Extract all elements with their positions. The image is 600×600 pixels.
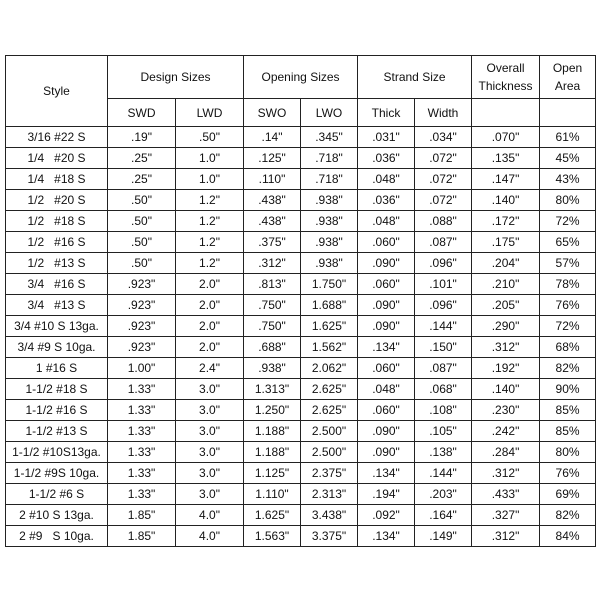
table-row <box>6 232 596 253</box>
cell-thick: .060" <box>358 232 415 253</box>
cell-style: 2 #10 S 13ga. <box>6 505 108 526</box>
header-thickness-blank <box>472 99 540 127</box>
cell-width: .096" <box>415 295 472 316</box>
cell-thick: .090" <box>358 316 415 337</box>
cell-lwo: 2.062" <box>301 358 358 379</box>
table-row <box>6 211 596 232</box>
cell-overall-thickness: .312" <box>472 463 540 484</box>
table-row <box>6 337 596 358</box>
cell-thick: .060" <box>358 274 415 295</box>
cell-swd: .50" <box>108 232 176 253</box>
cell-style: 1-1/2 #18 S <box>6 379 108 400</box>
cell-swd: 1.85" <box>108 505 176 526</box>
header-open-area: Open Area <box>540 56 596 99</box>
cell-thick: .134" <box>358 463 415 484</box>
cell-lwd: 1.2" <box>176 232 244 253</box>
cell-swd: 1.33" <box>108 442 176 463</box>
cell-swo: 1.125" <box>244 463 301 484</box>
cell-lwo: 2.500" <box>301 442 358 463</box>
cell-swo: 1.188" <box>244 421 301 442</box>
header-width: Width <box>415 99 472 127</box>
table-row <box>6 169 596 190</box>
cell-lwd: 3.0" <box>176 421 244 442</box>
cell-lwo: 1.625" <box>301 316 358 337</box>
cell-thick: .090" <box>358 421 415 442</box>
cell-swo: .438" <box>244 211 301 232</box>
cell-lwo: 1.750" <box>301 274 358 295</box>
cell-open-area: 57% <box>540 253 596 274</box>
cell-style: 3/4 #13 S <box>6 295 108 316</box>
cell-thick: .134" <box>358 337 415 358</box>
cell-width: .096" <box>415 253 472 274</box>
cell-style: 1/2 #13 S <box>6 253 108 274</box>
cell-lwd: 3.0" <box>176 400 244 421</box>
cell-open-area: 80% <box>540 190 596 211</box>
header-overall-thickness: Overall Thickness <box>472 56 540 99</box>
cell-lwo: 1.562" <box>301 337 358 358</box>
header-lwd: LWD <box>176 99 244 127</box>
cell-swd: .50" <box>108 190 176 211</box>
header-thick: Thick <box>358 99 415 127</box>
cell-lwo: 1.688" <box>301 295 358 316</box>
cell-open-area: 82% <box>540 505 596 526</box>
table-row <box>6 148 596 169</box>
cell-lwd: 3.0" <box>176 484 244 505</box>
cell-swd: .50" <box>108 253 176 274</box>
cell-thick: .048" <box>358 211 415 232</box>
cell-overall-thickness: .284" <box>472 442 540 463</box>
cell-overall-thickness: .205" <box>472 295 540 316</box>
cell-open-area: 85% <box>540 421 596 442</box>
cell-lwo: .938" <box>301 190 358 211</box>
cell-swd: .923" <box>108 295 176 316</box>
cell-lwo: .718" <box>301 169 358 190</box>
cell-style: 1-1/2 #16 S <box>6 400 108 421</box>
table-row <box>6 295 596 316</box>
cell-lwd: 1.2" <box>176 211 244 232</box>
cell-style: 1-1/2 #10S13ga. <box>6 442 108 463</box>
cell-width: .144" <box>415 316 472 337</box>
cell-open-area: 76% <box>540 295 596 316</box>
cell-thick: .048" <box>358 379 415 400</box>
cell-swd: 1.85" <box>108 526 176 547</box>
cell-width: .149" <box>415 526 472 547</box>
cell-swd: 1.33" <box>108 421 176 442</box>
cell-thick: .060" <box>358 400 415 421</box>
cell-overall-thickness: .147" <box>472 169 540 190</box>
cell-open-area: 80% <box>540 442 596 463</box>
cell-thick: .036" <box>358 148 415 169</box>
cell-lwd: 3.0" <box>176 442 244 463</box>
cell-lwo: .938" <box>301 211 358 232</box>
cell-lwd: 1.2" <box>176 190 244 211</box>
cell-overall-thickness: .070" <box>472 127 540 148</box>
cell-width: .164" <box>415 505 472 526</box>
cell-lwd: 1.0" <box>176 148 244 169</box>
cell-lwd: 2.4" <box>176 358 244 379</box>
cell-swo: 1.563" <box>244 526 301 547</box>
spec-table <box>5 55 596 547</box>
cell-style: 1-1/2 #13 S <box>6 421 108 442</box>
cell-open-area: 45% <box>540 148 596 169</box>
cell-swd: .923" <box>108 274 176 295</box>
cell-swo: .750" <box>244 295 301 316</box>
cell-swo: .938" <box>244 358 301 379</box>
cell-style: 3/4 #9 S 10ga. <box>6 337 108 358</box>
cell-lwd: 2.0" <box>176 337 244 358</box>
cell-swd: .25" <box>108 148 176 169</box>
cell-swd: 1.33" <box>108 379 176 400</box>
table-row <box>6 316 596 337</box>
cell-swd: .19" <box>108 127 176 148</box>
cell-lwd: 2.0" <box>176 316 244 337</box>
cell-swd: .50" <box>108 211 176 232</box>
cell-lwo: 3.375" <box>301 526 358 547</box>
cell-thick: .048" <box>358 169 415 190</box>
cell-open-area: 85% <box>540 400 596 421</box>
cell-thick: .090" <box>358 253 415 274</box>
cell-overall-thickness: .230" <box>472 400 540 421</box>
cell-lwo: .345" <box>301 127 358 148</box>
cell-swd: 1.33" <box>108 484 176 505</box>
cell-lwo: .718" <box>301 148 358 169</box>
cell-swd: 1.00" <box>108 358 176 379</box>
cell-style: 2 #9 S 10ga. <box>6 526 108 547</box>
cell-swo: 1.625" <box>244 505 301 526</box>
cell-width: .144" <box>415 463 472 484</box>
cell-overall-thickness: .242" <box>472 421 540 442</box>
cell-overall-thickness: .290" <box>472 316 540 337</box>
cell-lwd: 2.0" <box>176 274 244 295</box>
cell-thick: .194" <box>358 484 415 505</box>
cell-width: .138" <box>415 442 472 463</box>
cell-swo: .14" <box>244 127 301 148</box>
header-opening-sizes: Opening Sizes <box>244 56 358 99</box>
cell-width: .072" <box>415 190 472 211</box>
header-open-area-blank <box>540 99 596 127</box>
cell-thick: .031" <box>358 127 415 148</box>
cell-swo: .750" <box>244 316 301 337</box>
cell-open-area: 69% <box>540 484 596 505</box>
cell-thick: .134" <box>358 526 415 547</box>
cell-thick: .092" <box>358 505 415 526</box>
cell-lwd: 1.2" <box>176 253 244 274</box>
cell-overall-thickness: .140" <box>472 190 540 211</box>
cell-open-area: 72% <box>540 211 596 232</box>
cell-open-area: 65% <box>540 232 596 253</box>
cell-open-area: 82% <box>540 358 596 379</box>
cell-width: .150" <box>415 337 472 358</box>
cell-width: .068" <box>415 379 472 400</box>
cell-lwd: 1.0" <box>176 169 244 190</box>
cell-open-area: 90% <box>540 379 596 400</box>
cell-style: 1/2 #18 S <box>6 211 108 232</box>
cell-thick: .090" <box>358 295 415 316</box>
header-swd: SWD <box>108 99 176 127</box>
table-row <box>6 400 596 421</box>
table-row <box>6 463 596 484</box>
cell-width: .088" <box>415 211 472 232</box>
cell-lwo: 2.375" <box>301 463 358 484</box>
cell-style: 1/4 #18 S <box>6 169 108 190</box>
cell-width: .087" <box>415 232 472 253</box>
table-row <box>6 421 596 442</box>
header-row-top <box>6 56 596 99</box>
cell-style: 1-1/2 #6 S <box>6 484 108 505</box>
cell-open-area: 68% <box>540 337 596 358</box>
cell-style: 1/2 #20 S <box>6 190 108 211</box>
cell-style: 1 #16 S <box>6 358 108 379</box>
cell-swo: .688" <box>244 337 301 358</box>
table-row <box>6 526 596 547</box>
cell-open-area: 72% <box>540 316 596 337</box>
cell-open-area: 78% <box>540 274 596 295</box>
header-swo: SWO <box>244 99 301 127</box>
cell-swo: 1.313" <box>244 379 301 400</box>
cell-open-area: 76% <box>540 463 596 484</box>
cell-style: 3/4 #16 S <box>6 274 108 295</box>
cell-lwd: 3.0" <box>176 463 244 484</box>
cell-open-area: 43% <box>540 169 596 190</box>
cell-lwd: 3.0" <box>176 379 244 400</box>
header-style: Style <box>6 56 108 127</box>
cell-overall-thickness: .204" <box>472 253 540 274</box>
table-row <box>6 127 596 148</box>
cell-swo: .813" <box>244 274 301 295</box>
cell-lwo: .938" <box>301 253 358 274</box>
table-body <box>6 127 596 547</box>
cell-style: 1/2 #16 S <box>6 232 108 253</box>
header-design-sizes: Design Sizes <box>108 56 244 99</box>
cell-overall-thickness: .140" <box>472 379 540 400</box>
cell-overall-thickness: .433" <box>472 484 540 505</box>
cell-overall-thickness: .172" <box>472 211 540 232</box>
cell-width: .072" <box>415 148 472 169</box>
cell-lwd: 2.0" <box>176 295 244 316</box>
cell-thick: .090" <box>358 442 415 463</box>
cell-width: .108" <box>415 400 472 421</box>
cell-width: .105" <box>415 421 472 442</box>
cell-style: 3/16 #22 S <box>6 127 108 148</box>
cell-width: .101" <box>415 274 472 295</box>
cell-style: 3/4 #10 S 13ga. <box>6 316 108 337</box>
cell-overall-thickness: .210" <box>472 274 540 295</box>
cell-width: .203" <box>415 484 472 505</box>
cell-thick: .060" <box>358 358 415 379</box>
cell-style: 1-1/2 #9S 10ga. <box>6 463 108 484</box>
table-row <box>6 442 596 463</box>
cell-open-area: 84% <box>540 526 596 547</box>
cell-overall-thickness: .312" <box>472 337 540 358</box>
cell-swd: 1.33" <box>108 400 176 421</box>
table-row <box>6 274 596 295</box>
cell-width: .072" <box>415 169 472 190</box>
cell-lwd: 4.0" <box>176 505 244 526</box>
cell-lwo: 2.313" <box>301 484 358 505</box>
cell-lwd: 4.0" <box>176 526 244 547</box>
cell-lwo: 2.625" <box>301 379 358 400</box>
cell-lwo: .938" <box>301 232 358 253</box>
cell-style: 1/4 #20 S <box>6 148 108 169</box>
table-row <box>6 190 596 211</box>
cell-width: .087" <box>415 358 472 379</box>
table-row <box>6 358 596 379</box>
cell-lwd: .50" <box>176 127 244 148</box>
cell-swo: 1.188" <box>244 442 301 463</box>
cell-swo: .125" <box>244 148 301 169</box>
cell-swd: .923" <box>108 337 176 358</box>
cell-open-area: 61% <box>540 127 596 148</box>
header-strand-size: Strand Size <box>358 56 472 99</box>
header-lwo: LWO <box>301 99 358 127</box>
cell-swo: 1.250" <box>244 400 301 421</box>
cell-swo: .438" <box>244 190 301 211</box>
cell-swd: .25" <box>108 169 176 190</box>
cell-width: .034" <box>415 127 472 148</box>
cell-lwo: 2.500" <box>301 421 358 442</box>
table-row <box>6 379 596 400</box>
cell-swd: 1.33" <box>108 463 176 484</box>
cell-swo: 1.110" <box>244 484 301 505</box>
cell-overall-thickness: .192" <box>472 358 540 379</box>
table-row <box>6 484 596 505</box>
cell-swo: .312" <box>244 253 301 274</box>
cell-lwo: 3.438" <box>301 505 358 526</box>
cell-overall-thickness: .175" <box>472 232 540 253</box>
cell-thick: .036" <box>358 190 415 211</box>
cell-overall-thickness: .312" <box>472 526 540 547</box>
cell-swo: .375" <box>244 232 301 253</box>
cell-lwo: 2.625" <box>301 400 358 421</box>
table-row <box>6 253 596 274</box>
cell-swo: .110" <box>244 169 301 190</box>
cell-overall-thickness: .135" <box>472 148 540 169</box>
cell-swd: .923" <box>108 316 176 337</box>
cell-overall-thickness: .327" <box>472 505 540 526</box>
table-row <box>6 505 596 526</box>
